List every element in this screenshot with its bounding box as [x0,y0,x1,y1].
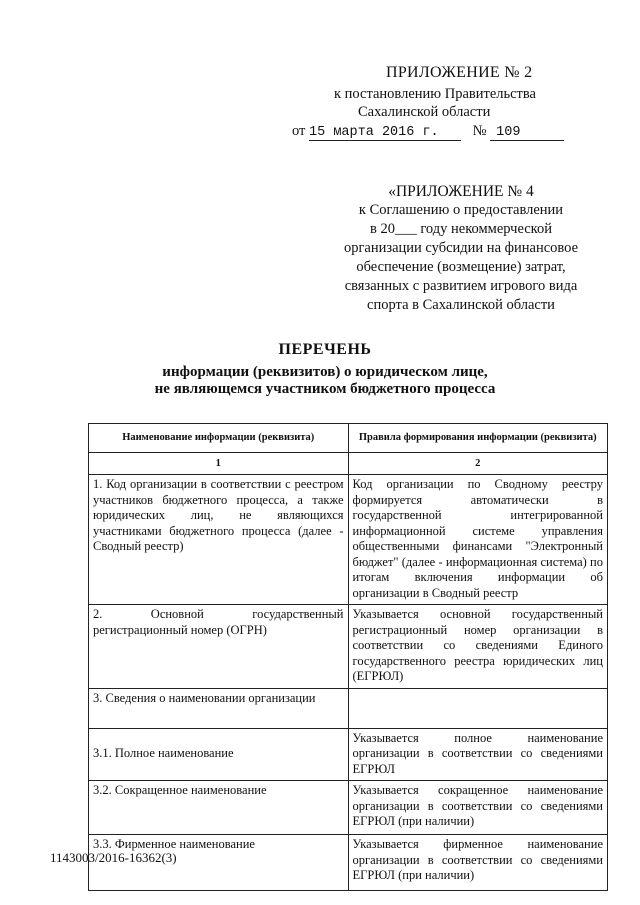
info-rule-cell: Указывается основной государственный регистрационный номер организации в соответствии со сведениями Единого государственного реестра юридических лиц (ЕГРЮЛ) [348,605,608,689]
info-rule-cell: Указывается полное наименование организации в соответствии со сведениями ЕГРЮЛ [348,728,608,781]
info-rule-cell: Указывается фирменное наименование организации в соответствии со сведениями ЕГРЮЛ (при наличии) [348,835,608,891]
table-row [89,605,608,689]
annex-2-title: ПРИЛОЖЕНИЕ № 2 [386,64,533,81]
info-name-cell: 3.2. Сокращенное наименование [89,781,349,835]
number-prefix: № [472,123,487,139]
info-name-cell: 1. Код организации в соответствии с реестром участников бюджетного процесса, а также юридических лиц, не являющихся участниками бюджетного процесса (далее - Сводный реестр) [89,475,349,605]
document-code: 1143003/2016-16362(3) [50,850,177,865]
date-number-line [292,123,564,141]
annex-4-title: «ПРИЛОЖЕНИЕ № 4 [388,183,534,200]
table-row [89,475,608,605]
requisites-table [88,423,608,891]
table-row [89,781,608,835]
table-row [89,688,608,728]
page-subtitle-2: не являющемся участником бюджетного процесса [154,381,496,397]
info-name-cell: 3.1. Полное наименование [89,728,349,781]
page-title: ПЕРЕЧЕНЬ [278,341,372,358]
info-name-cell: 2. Основной государственный регистрационный номер (ОГРН) [89,605,349,689]
date-prefix: от [292,123,306,139]
table-header-row [89,424,608,453]
region-line: Сахалинской области [358,104,491,120]
annex-4-block [330,182,592,315]
column-header: Правила формирования информации (реквизита) [348,424,608,453]
info-rule-cell: Код организации по Сводному реестру формируется автоматически в государственной интегрированной информационной системе управления общественными финансами "Электронный бюджет" (далее - информационная система) по итогам включения информации об организации в Сводный реестр [348,475,608,605]
column-number: 1 [89,452,349,475]
annex-4-line1: к Соглашению о предоставлении [358,202,564,218]
info-name-cell: 3. Сведения о наименовании организации [89,688,349,728]
info-rule-cell [348,688,608,728]
resolution-line: к постановлению Правительства [334,86,536,102]
column-number: 2 [348,452,608,475]
table-row [89,728,608,781]
annex-4-body: в 20___ году некоммерческой организации субсидии на финансовое обеспечение (возмещение) затрат, связанных с развитием игрового вида спорта в Сахалинской области [343,221,579,313]
date-value: 15 марта 2016 г. [309,126,461,141]
page-subtitle-1: информации (реквизитов) о юридическом лице, [162,364,488,380]
column-header: Наименование информации (реквизита) [89,424,349,453]
info-name-cell: 3.3. Фирменное наименование [89,835,349,891]
info-rule-cell: Указывается сокращенное наименование организации в соответствии со сведениями ЕГРЮЛ (при наличии) [348,781,608,835]
number-value: 109 [490,126,564,141]
column-number-row [89,452,608,475]
